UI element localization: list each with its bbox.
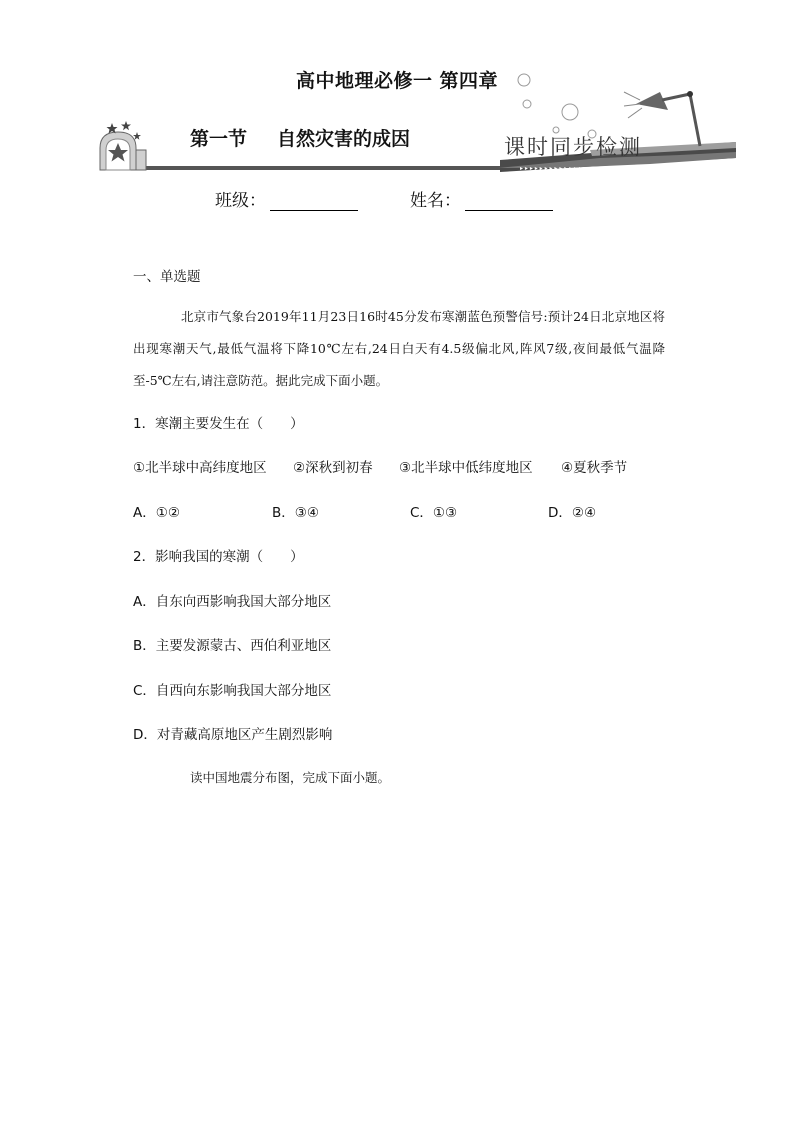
class-field bbox=[215, 186, 358, 211]
statement-2: ②深秋到初春 bbox=[293, 460, 373, 476]
svg-text:▸ ▸ ▸ ▸ ▸ ▸ ▸ ▸ ▸ ▸ ▸ ▸ ▸ ▸ ▸: ▸ ▸ ▸ ▸ ▸ ▸ ▸ ▸ ▸ ▸ ▸ ▸ ▸ ▸ ▸ ▸ ▸ ▸ ▸ ▸ ▸ bbox=[520, 165, 622, 172]
section-name: 自然灾害的成因 bbox=[277, 128, 411, 150]
statement-4: ④夏秋季节 bbox=[561, 460, 628, 476]
option-c[interactable]: C．自西向东影响我国大部分地区 bbox=[133, 683, 332, 699]
option-b[interactable]: B．③④ bbox=[272, 505, 319, 521]
section-number: 第一节 bbox=[190, 128, 248, 150]
name-blank[interactable] bbox=[465, 194, 553, 211]
class-blank[interactable] bbox=[270, 194, 358, 211]
name-label: 姓名： bbox=[410, 191, 461, 211]
question-2-stem: 2．影响我国的寒潮（ ） bbox=[133, 549, 304, 565]
class-label: 班级： bbox=[215, 191, 266, 211]
name-field bbox=[410, 186, 553, 211]
map-instruction: 读中国地震分布图，完成下面小题。 bbox=[190, 770, 391, 785]
option-c[interactable]: C．①③ bbox=[410, 505, 458, 521]
option-a[interactable]: A．①② bbox=[133, 505, 180, 521]
section-heading: 一、单选题 bbox=[133, 269, 201, 285]
reading-material: 北京市气象台2019年11月23日16时45分发布寒潮蓝色预警信号:预计24日北京地区将出现寒潮天气,最低气温将下降10℃左右,24日白天有4.5级偏北风,阵风7级,夜间最低气温降至-5℃左右,请注意防范。据此完成下面小题。 bbox=[133, 309, 665, 388]
option-b[interactable]: B．主要发源蒙古、西伯利亚地区 bbox=[133, 638, 332, 654]
banner-label: 课时同步检测 bbox=[504, 135, 642, 159]
option-d[interactable]: D．对青藏高原地区产生剧烈影响 bbox=[133, 727, 333, 743]
header-banner bbox=[0, 0, 794, 200]
stars-badge-icon bbox=[100, 121, 146, 170]
statement-1: ①北半球中高纬度地区 bbox=[133, 460, 267, 476]
option-d[interactable]: D．②④ bbox=[548, 505, 597, 521]
section-title bbox=[190, 124, 410, 151]
question-1-statements bbox=[133, 456, 627, 476]
question-1-stem: 1．寒潮主要发生在（ ） bbox=[133, 416, 304, 432]
document-title: 高中地理必修一 第四章 bbox=[295, 70, 499, 92]
statement-3: ③北半球中低纬度地区 bbox=[399, 460, 533, 476]
option-a[interactable]: A．自东向西影响我国大部分地区 bbox=[133, 594, 332, 610]
question-1-options bbox=[133, 501, 596, 521]
